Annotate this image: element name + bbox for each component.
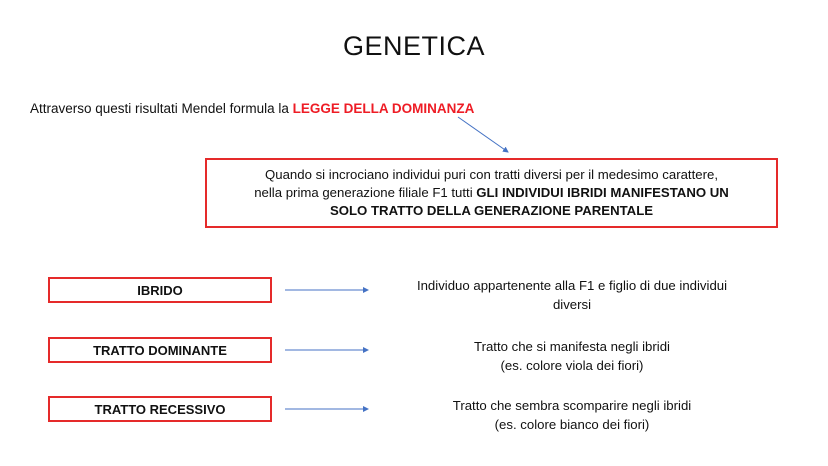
definition-dominante-line-1: Tratto che si manifesta negli ibridi xyxy=(474,339,670,354)
definition-ibrido xyxy=(372,276,772,314)
law-line-3 xyxy=(207,202,776,220)
definition-ibrido-line-2: diversi xyxy=(552,297,592,312)
intro-prefix: Attraverso questi risultati Mendel formula la xyxy=(30,101,293,116)
law-line-2 xyxy=(207,184,776,202)
definition-recessivo-line-1: Tratto che sembra scomparire negli ibridi xyxy=(452,398,692,413)
definition-tratto-recessivo xyxy=(372,396,772,434)
dominance-law-box xyxy=(205,158,778,228)
page-title: GENETICA xyxy=(342,31,486,61)
law-name-highlight: LEGGE DELLA DOMINANZA xyxy=(292,101,475,116)
term-ibrido: IBRIDO xyxy=(48,277,272,303)
term-tratto-dominante: TRATTO DOMINANTE xyxy=(48,337,272,363)
law-line-3-bold: SOLO TRATTO DELLA GENERAZIONE PARENTALE xyxy=(329,203,654,218)
definition-dominante-line-2: (es. colore viola dei fiori) xyxy=(500,358,644,373)
term-tratto-recessivo: TRATTO RECESSIVO xyxy=(48,396,272,422)
law-line-1: Quando si incrociano individui puri con tratti diversi per il medesimo carattere, xyxy=(265,167,718,182)
law-arrow xyxy=(458,117,508,152)
law-line-2-bold: GLI INDIVIDUI IBRIDI MANIFESTANO UN xyxy=(476,185,729,200)
definition-recessivo-line-2: (es. colore bianco dei fiori) xyxy=(494,417,650,432)
definition-ibrido-line-1: Individuo appartenente alla F1 e figlio di due individui xyxy=(416,278,728,293)
law-line-2-prefix: nella prima generazione filiale F1 tutti xyxy=(254,185,477,200)
definition-tratto-dominante xyxy=(372,337,772,375)
